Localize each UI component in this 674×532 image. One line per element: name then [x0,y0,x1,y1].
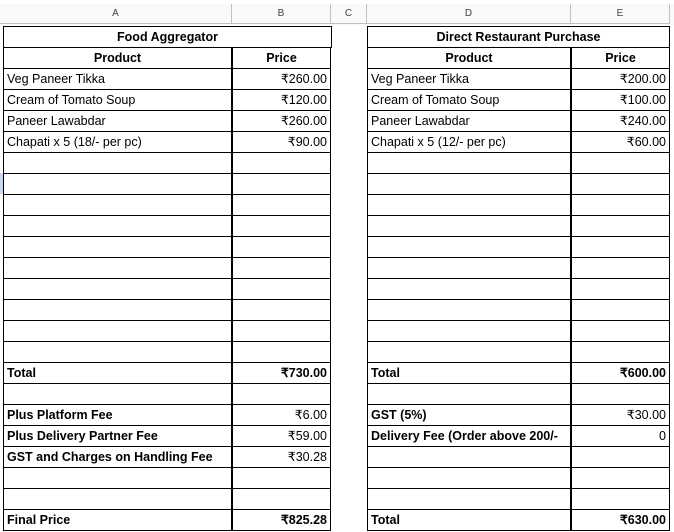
empty-cell[interactable] [367,173,571,195]
empty-cell[interactable] [232,215,331,237]
empty-cell[interactable] [232,257,331,279]
column-header-e[interactable]: E [571,4,670,24]
left-product-cell[interactable]: Paneer Lawabdar [3,110,232,132]
empty-cell[interactable] [367,341,571,363]
empty-cell[interactable] [3,467,232,489]
empty-cell[interactable] [232,194,331,216]
empty-cell[interactable] [367,215,571,237]
empty-cell[interactable] [3,299,232,321]
empty-cell[interactable] [232,236,331,258]
empty-cell[interactable] [367,488,571,510]
empty-cell[interactable] [3,173,232,195]
empty-cell[interactable] [571,446,670,468]
left-price-header[interactable]: Price [232,47,331,69]
right-product-cell[interactable]: Veg Paneer Tikka [367,68,571,90]
empty-cell[interactable] [3,152,232,174]
empty-cell[interactable] [3,236,232,258]
empty-cell[interactable] [571,488,670,510]
empty-cell[interactable] [571,467,670,489]
right-final-value[interactable]: ₹630.00 [571,509,670,531]
empty-cell[interactable] [3,194,232,216]
left-product-cell[interactable]: Veg Paneer Tikka [3,68,232,90]
empty-cell[interactable] [367,383,571,405]
right-price-cell[interactable]: ₹200.00 [571,68,670,90]
empty-cell[interactable] [367,446,571,468]
right-product-cell[interactable]: Chapati x 5 (12/- per pc) [367,131,571,153]
right-product-cell[interactable]: Paneer Lawabdar [367,110,571,132]
left-price-cell[interactable]: ₹260.00 [232,68,331,90]
left-fee-label[interactable]: GST and Charges on Handling Fee [3,446,232,468]
empty-cell[interactable] [571,152,670,174]
left-title-cell[interactable]: Food Aggregator [3,26,332,48]
empty-cell[interactable] [571,194,670,216]
left-total-value[interactable]: ₹730.00 [232,362,331,384]
left-final-label[interactable]: Final Price [3,509,232,531]
empty-cell[interactable] [232,341,331,363]
right-total-value[interactable]: ₹600.00 [571,362,670,384]
empty-cell[interactable] [367,278,571,300]
left-product-cell[interactable]: Cream of Tomato Soup [3,89,232,111]
right-price-cell[interactable]: ₹60.00 [571,131,670,153]
left-final-value[interactable]: ₹825.28 [232,509,331,531]
empty-cell[interactable] [571,236,670,258]
right-final-label[interactable]: Total [367,509,571,531]
empty-cell[interactable] [571,320,670,342]
empty-cell[interactable] [3,488,232,510]
empty-cell[interactable] [232,299,331,321]
empty-cell[interactable] [232,320,331,342]
column-header-row [0,4,674,25]
empty-cell[interactable] [571,278,670,300]
column-header-a[interactable]: A [0,4,232,24]
right-fee-label[interactable]: Delivery Fee (Order above 200/- [367,425,571,447]
right-price-cell[interactable]: ₹240.00 [571,110,670,132]
right-total-label[interactable]: Total [367,362,571,384]
empty-cell[interactable] [3,383,232,405]
right-product-cell[interactable]: Cream of Tomato Soup [367,89,571,111]
empty-cell[interactable] [232,278,331,300]
left-total-label[interactable]: Total [3,362,232,384]
empty-cell[interactable] [3,215,232,237]
left-product-cell[interactable]: Chapati x 5 (18/- per pc) [3,131,232,153]
column-header-d[interactable]: D [367,4,571,24]
empty-cell[interactable] [571,257,670,279]
left-fee-value[interactable]: ₹6.00 [232,404,331,426]
empty-cell[interactable] [367,299,571,321]
empty-cell[interactable] [232,152,331,174]
empty-cell[interactable] [571,383,670,405]
right-fee-label[interactable]: GST (5%) [367,404,571,426]
left-price-cell[interactable]: ₹90.00 [232,131,331,153]
empty-cell[interactable] [3,320,232,342]
column-header-c[interactable]: C [331,4,367,24]
empty-cell[interactable] [367,152,571,174]
empty-cell[interactable] [571,215,670,237]
empty-cell[interactable] [367,257,571,279]
column-header-b[interactable]: B [232,4,331,24]
right-title-cell[interactable]: Direct Restaurant Purchase [367,26,670,48]
empty-cell[interactable] [232,383,331,405]
right-fee-value[interactable]: 0 [571,425,670,447]
empty-cell[interactable] [367,467,571,489]
left-fee-value[interactable]: ₹59.00 [232,425,331,447]
empty-cell[interactable] [571,299,670,321]
row-selection-marker [0,173,3,194]
empty-cell[interactable] [571,173,670,195]
empty-cell[interactable] [3,278,232,300]
left-price-cell[interactable]: ₹260.00 [232,110,331,132]
empty-cell[interactable] [367,194,571,216]
empty-cell[interactable] [367,236,571,258]
right-price-header[interactable]: Price [571,47,670,69]
empty-cell[interactable] [571,341,670,363]
empty-cell[interactable] [232,488,331,510]
left-price-cell[interactable]: ₹120.00 [232,89,331,111]
empty-cell[interactable] [3,257,232,279]
empty-cell[interactable] [3,341,232,363]
empty-cell[interactable] [367,320,571,342]
left-fee-value[interactable]: ₹30.28 [232,446,331,468]
left-fee-label[interactable]: Plus Platform Fee [3,404,232,426]
left-product-header[interactable]: Product [3,47,232,69]
empty-cell[interactable] [232,173,331,195]
right-product-header[interactable]: Product [367,47,571,69]
right-fee-value[interactable]: ₹30.00 [571,404,670,426]
empty-cell[interactable] [232,467,331,489]
left-fee-label[interactable]: Plus Delivery Partner Fee [3,425,232,447]
right-price-cell[interactable]: ₹100.00 [571,89,670,111]
